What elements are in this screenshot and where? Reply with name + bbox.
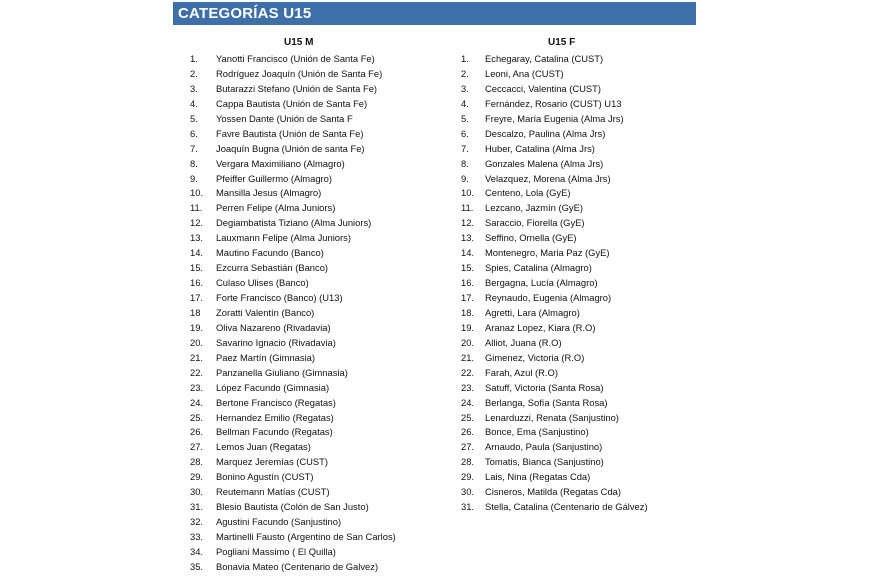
item-number: 26. [190,426,204,438]
player-name: Mansilla Jesus (Almagro) [216,187,322,199]
player-name: Stella, Catalina (Centenario de Gálvez) [485,501,648,513]
u15f-list-item [461,127,691,142]
player-name: Mautino Facundo (Banco) [216,247,324,259]
item-number: 24. [190,396,204,408]
player-name: Satuff, Victoria (Santa Rosa) [485,381,604,393]
u15f-list-item [461,485,691,500]
player-name: Seffino, Ornella (GyE) [485,232,577,244]
u15m-list-item [190,97,440,112]
player-name: Savarino Ignacio (Rivadavia) [216,336,336,348]
player-name: Spies, Catalina (Almagro) [485,262,592,274]
u15m-list-item [190,455,440,470]
item-number: 13. [190,232,204,244]
player-name: Vergara Maximiliano (Almagro) [216,157,345,169]
item-number: 10. [461,187,475,199]
u15f-list-item [461,216,691,231]
item-number: 22. [461,366,475,378]
player-name: Alliot, Juana (R.O) [485,336,562,348]
u15f-list-item [461,425,691,440]
u15f-list-item [461,366,691,381]
u15m-list-item [190,530,440,545]
u15m-list-item [190,306,440,321]
item-number: 27. [190,441,204,453]
player-name: Tomatis, Bianca (Sanjustino) [485,456,604,468]
player-name: Zoratti Valentín (Banco) [216,306,315,318]
u15f-list-item [461,261,691,276]
item-number: 22. [190,366,204,378]
player-name: Pogliani Massimo ( El Quilla) [216,545,336,557]
u15f-list-item [461,336,691,351]
u15f-list-item [461,97,691,112]
player-name: Montenegro, Maria Paz (GyE) [485,247,610,259]
item-number: 11. [461,202,474,214]
item-number: 16. [190,277,204,289]
item-number: 6. [461,127,469,139]
item-number: 25. [190,411,204,423]
item-number: 29. [190,471,204,483]
player-name: Panzanella Giuliano (Gimnasia) [216,366,348,378]
item-number: 6. [190,127,198,139]
u15f-player-list [461,52,691,515]
player-name: Velazquez, Morena (Alma Jrs) [485,172,611,184]
u15m-list-item [190,351,440,366]
player-name: Agustini Facundo (Sanjustino) [216,516,342,528]
player-name: Pfeiffer Guillermo (Almagro) [216,172,333,184]
player-name: Gonzales Malena (Alma Jrs) [485,157,604,169]
u15m-list-item [190,261,440,276]
u15f-list-item [461,396,691,411]
player-name: Lezcano, Jazmín (GyE) [485,202,583,214]
u15m-list-item [190,82,440,97]
item-number: 35. [190,560,204,572]
item-number: 26. [461,426,475,438]
u15m-list-item [190,52,440,67]
u15m-list-item [190,291,440,306]
u15f-list-item [461,142,691,157]
player-name: Huber, Catalina (Alma Jrs) [485,142,595,154]
page-title-bar [173,2,696,25]
player-name: Bonavia Mateo (Centenario de Galvez) [216,560,379,572]
item-number: 12. [461,217,475,229]
item-number: 30. [461,486,475,498]
item-number: 17. [190,292,204,303]
player-name: Favre Bautista (Unión de Santa Fe) [216,127,364,139]
u15m-list-item [190,246,440,261]
u15f-list-item [461,455,691,470]
item-number: 19. [461,321,475,333]
column-title-u15m: U15 M [284,37,314,48]
u15m-list-item [190,485,440,500]
player-name: Lenarduzzi, Renata (Sanjustino) [485,411,619,423]
item-number: 3. [190,82,198,94]
item-number: 2. [461,67,469,79]
item-number: 25. [461,411,475,423]
item-number: 27. [461,441,475,453]
player-name: Bonce, Ema (Sanjustino) [485,426,589,438]
u15m-list-item [190,411,440,426]
player-name: Forte Francisco (Banco) (U13) [216,292,343,303]
u15m-list-item [190,142,440,157]
u15m-list-item [190,366,440,381]
u15m-list-item [190,381,440,396]
item-number: 15. [190,262,204,274]
item-number: 31. [190,501,204,513]
item-number: 33. [190,531,204,542]
player-name: Centeno, Lola (GyE) [485,187,571,199]
item-number: 20. [461,336,475,348]
player-name: Yossen Dante (Unión de Santa F [216,112,353,124]
item-number: 10. [190,187,204,199]
player-name: Butarazzi Stefano (Unión de Santa Fe) [216,82,378,94]
player-name: Saraccio, Fiorella (GyE) [485,217,585,229]
u15m-list-item [190,127,440,142]
u15f-list-item [461,276,691,291]
u15f-list-item [461,321,691,336]
player-name: Yanotti Francisco (Unión de Santa Fe) [216,53,375,64]
player-name: Echegaray, Catalina (CUST) [485,53,604,64]
item-number: 7. [461,142,469,154]
u15f-list-item [461,440,691,455]
item-number: 16. [461,277,475,289]
item-number: 12. [190,217,204,229]
item-number: 28. [461,456,475,468]
player-name: Lais, Nina (Regatas Cda) [485,471,591,483]
player-name: Perren Felipe (Alma Juniors) [216,202,336,214]
u15m-list-item [190,500,440,515]
item-number: 29. [461,471,475,483]
u15m-list-item [190,470,440,485]
u15m-list-item [190,321,440,336]
u15f-list-item [461,411,691,426]
u15m-list-item [190,201,440,216]
player-name: Ezcurra Sebastián (Banco) [216,262,329,274]
player-name: Rodríguez Joaquín (Unión de Santa Fe) [216,67,383,79]
u15f-list-item [461,52,691,67]
u15f-list-item [461,157,691,172]
u15m-list-item [190,336,440,351]
u15f-list-item [461,306,691,321]
item-number: 3. [461,82,469,94]
u15m-list-item [190,276,440,291]
u15f-list-item [461,351,691,366]
player-name: Leoni, Ana (CUST) [485,67,564,79]
u15m-list-item [190,545,440,560]
player-name: Ceccacci, Valentina (CUST) [485,82,602,94]
item-number: 8. [190,157,198,169]
player-name: Degiambatista Tiziano (Alma Juniors) [216,217,372,229]
u15m-list-item [190,157,440,172]
u15f-list-item [461,381,691,396]
u15m-list-item [190,186,440,201]
item-number: 21. [190,351,204,363]
u15f-list-item [461,82,691,97]
item-number: 2. [190,67,198,79]
player-name: Marquez Jeremías (CUST) [216,456,329,468]
u15f-list-item [461,186,691,201]
u15f-list-item [461,112,691,127]
item-number: 24. [461,396,475,408]
u15f-list-item [461,246,691,261]
player-name: Lemos Juan (Regatas) [216,441,311,453]
column-title-u15f: U15 F [548,37,576,48]
item-number: 20. [190,336,204,348]
item-number: 18. [461,306,475,318]
player-name: Blesio Bautista (Colón de San Justo) [216,501,369,513]
item-number: 28. [190,456,204,468]
player-name: Bergagna, Lucía (Almagro) [485,277,598,289]
player-name: Arnaudo, Paula (Sanjustino) [485,441,603,453]
u15f-list-item [461,231,691,246]
u15m-list-item [190,560,440,575]
player-name: Descalzo, Paulina (Alma Jrs) [485,127,606,139]
item-number: 4. [461,97,469,109]
u15f-list-item [461,172,691,187]
player-name: Fernández, Rosario (CUST) U13 [485,97,622,109]
item-number: 4. [190,97,198,109]
u15m-list-item [190,231,440,246]
item-number: 1. [190,53,198,64]
u15m-list-item [190,67,440,82]
player-name: Bonino Agustín (CUST) [216,471,314,483]
player-name: Culaso Ulises (Banco) [216,277,309,289]
item-number: 9. [190,172,198,184]
player-name: Bellman Facundo (Regatas) [216,426,333,438]
player-name: Reynaudo, Eugenia (Almagro) [485,292,612,303]
item-number: 30. [190,486,204,498]
item-number: 18 [190,306,201,318]
u15f-list-item [461,470,691,485]
item-number: 5. [190,112,198,124]
item-number: 5. [461,112,469,124]
item-number: 23. [190,381,204,393]
item-number: 15. [461,262,475,274]
u15m-list-item [190,425,440,440]
player-name: Aranaz Lopez, Kiara (R.O) [485,321,596,333]
item-number: 14. [461,247,475,259]
player-name: Oliva Nazareno (Rivadavia) [216,321,331,333]
page-title: CATEGORÍAS U15 [178,5,312,22]
item-number: 8. [461,157,469,169]
player-name: Joaquín Bugna (Unión de santa Fe) [216,142,365,154]
item-number: 11. [190,202,203,214]
item-number: 32. [190,516,204,528]
item-number: 13. [461,232,475,244]
item-number: 9. [461,172,469,184]
player-name: Lauxmann Felipe (Alma Juniors) [216,232,351,244]
item-number: 23. [461,381,475,393]
u15m-list-item [190,396,440,411]
u15m-list-item [190,112,440,127]
u15f-list-item [461,500,691,515]
player-name: Agretti, Lara (Almagro) [485,306,580,318]
item-number: 34. [190,545,204,557]
u15m-list-item [190,172,440,187]
u15m-list-item [190,216,440,231]
player-name: Cisneros, Matilda (Regatas Cda) [485,486,621,498]
player-name: Farah, Azul (R.O) [485,366,558,378]
item-number: 31. [461,501,475,513]
player-name: Martinelli Fausto (Argentino de San Carlos) [216,531,396,542]
u15m-list-item [190,515,440,530]
player-name: Cappa Bautista (Unión de Santa Fe) [216,97,368,109]
player-name: Reutemann Matías (CUST) [216,486,330,498]
player-name: Berlanga, Sofía (Santa Rosa) [485,396,608,408]
player-name: Paez Martín (Gimnasia) [216,351,315,363]
item-number: 7. [190,142,198,154]
player-name: Hernandez Emilio (Regatas) [216,411,334,423]
item-number: 14. [190,247,204,259]
player-name: López Facundo (Gimnasia) [216,381,330,393]
player-name: Freyre, María Eugenia (Alma Jrs) [485,112,624,124]
item-number: 19. [190,321,204,333]
u15m-list-item [190,440,440,455]
u15f-list-item [461,67,691,82]
item-number: 21. [461,351,475,363]
u15f-list-item [461,201,691,216]
item-number: 1. [461,53,469,64]
u15f-list-item [461,291,691,306]
player-name: Gimenez, Victoria (R.O) [485,351,585,363]
player-name: Bertone Francisco (Regatas) [216,396,336,408]
item-number: 17. [461,292,475,303]
u15m-player-list [190,52,440,575]
